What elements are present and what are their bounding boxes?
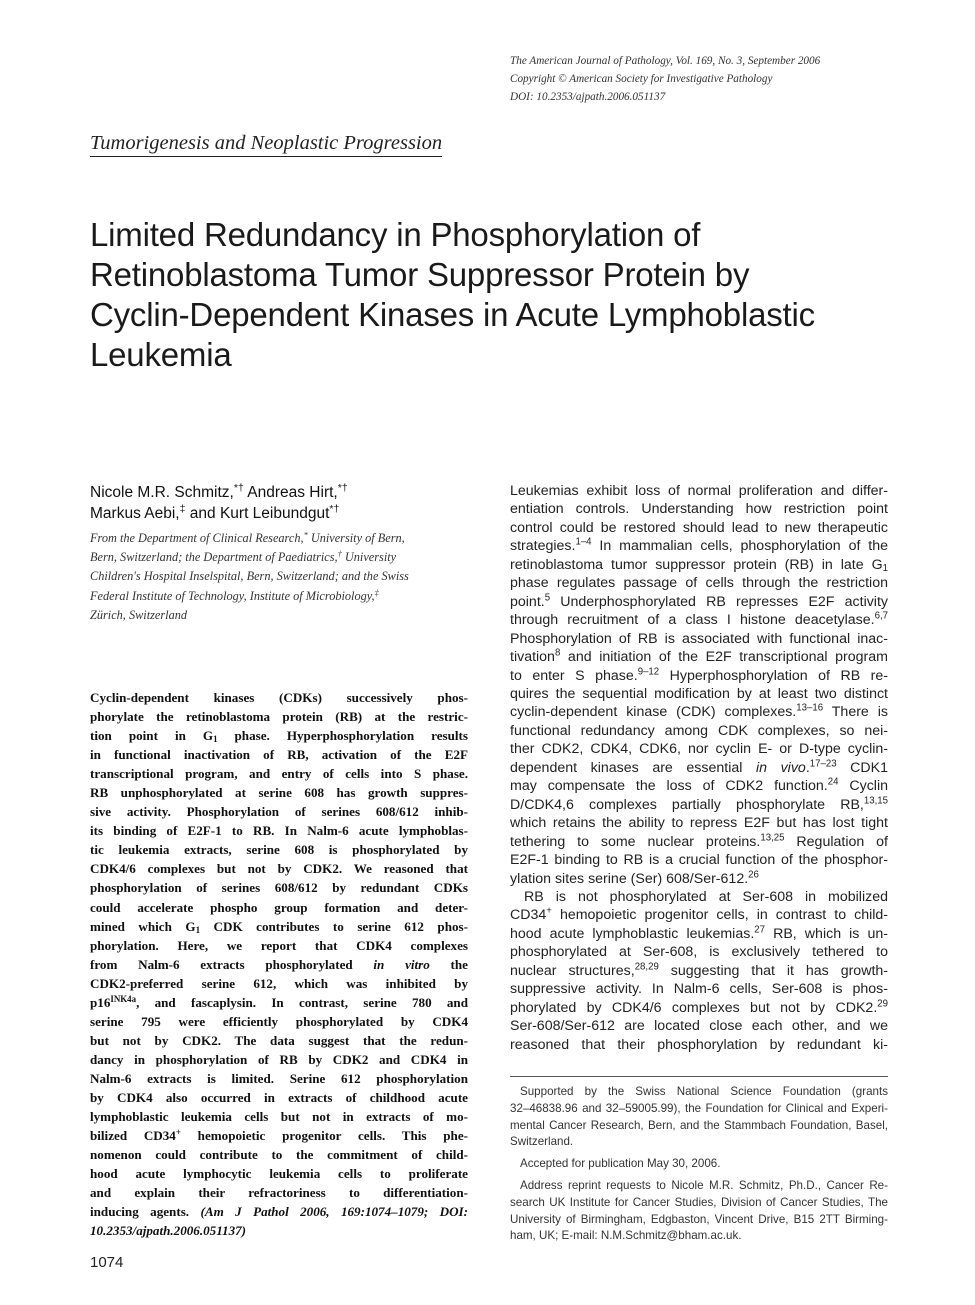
abstract-line: by CDK4 also occurred in extracts of childhood acute <box>90 1089 468 1105</box>
author-affiliation-marks: *† <box>233 482 244 495</box>
body-line: strategies.$^{1-4}$ In mammalian cells, phosphorylation of the <box>510 537 888 555</box>
body-line: reasoned that their phosphorylation by redundant ki- <box>510 1036 888 1053</box>
abstract-line: mined which $G_1$ CDK contributes to serine 612 phos- <box>90 918 469 935</box>
affiliation-line: Federal Institute of Technology, Institute of Microbiology,‡ <box>90 588 379 603</box>
author-list <box>90 482 490 524</box>
body-line: Phosphorylation of RB is associated with functional inac- <box>510 630 888 647</box>
doi-line: DOI: 10.2353/ajpath.2006.051137 <box>510 91 666 103</box>
author-name: Andreas Hirt, <box>247 484 338 501</box>
body-line: cyclin-dependent kinase (CDK) complexes.$^{13-16}$ There is <box>510 703 889 721</box>
abstract-line: its binding of E2F-1 to RB. In Nalm-6 acute lymphoblas- <box>90 823 468 839</box>
author-line <box>90 482 490 503</box>
accepted-date-footnote: Accepted for publication May 30, 2006. <box>520 1157 721 1171</box>
body-line: ther CDK2, CDK4, CDK6, nor cyclin E- or D-type cyclin- <box>510 741 888 758</box>
abstract-line: but not by CDK2. The data suggest that the redun- <box>90 1032 468 1048</box>
abstract-line: phorylation. Here, we report that CDK4 complexes <box>90 937 468 953</box>
body-line: RB is not phosphorylated at Ser-608 in mobilized <box>524 888 888 905</box>
body-line: functional redundancy among CDK complexes, so nei- <box>510 722 888 739</box>
abstract-line: from Nalm-6 extracts phosphorylated in vitro the <box>90 956 468 972</box>
affiliation-line: From the Department of Clinical Research,* University of Bern, <box>90 530 405 545</box>
title-line: Cyclin-Dependent Kinases in Acute Lymphoblastic <box>90 296 815 333</box>
abstract-line: Cyclin-dependent kinases (CDKs) successively phos- <box>90 690 468 705</box>
author-affiliation-marks: *† <box>337 482 348 495</box>
abstract-line: bilized CD34+ hemopoietic progenitor cells. This phe- <box>90 1127 468 1144</box>
author-affiliation-marks: *† <box>329 503 340 516</box>
abstract-line: inducing agents. (Am J Pathol 2006, 169:1074–1079; DOI: <box>90 1204 468 1220</box>
abstract-line: hood acute lymphocytic leukemia cells to proliferate <box>90 1166 468 1182</box>
body-line: through recruitment of a class I histone deacetylase.$^{6,7}$ <box>510 610 888 629</box>
title-line: Leukemia <box>90 336 232 373</box>
abstract-line: transcriptional program, and entry of cells into S phase. <box>90 766 468 782</box>
author-name: and Kurt Leibundgut <box>189 505 330 522</box>
journal-citation-header <box>510 52 910 106</box>
reprint-footnote-line: ham, UK; E-mail: N.M.Schmitz@bham.ac.uk. <box>510 1229 742 1243</box>
body-line: Leukemias exhibit loss of normal proliferation and differ- <box>510 483 888 499</box>
funding-footnote-line: mental Cancer Research, Bern, and the Stammbach Foundation, Basel, <box>510 1118 888 1132</box>
body-line: nuclear structures,$^{28,29}$ suggesting that it has growth- <box>510 961 888 979</box>
reprint-footnote-line: University of Birmingham, Edgbaston, Vincent Drive, B15 2TT Birming- <box>510 1212 888 1226</box>
abstract-line: tion point in $G_1$ phase. Hyperphosphorylation results <box>90 728 468 744</box>
funding-footnote-line: Supported by the Swiss National Science Foundation (grants <box>520 1085 888 1098</box>
body-line: dependent kinases are essential in vivo.$^{17-23}$ CDK1 <box>510 758 889 776</box>
abstract-line: CDK4/6 complexes but not by CDK2. We reasoned that <box>90 861 468 877</box>
body-line: Ser-608/Ser-612 are located close each other, and we <box>510 1018 888 1035</box>
body-line: quires the sequential modification by at least two distinct <box>510 685 888 702</box>
abstract-line: CDK2-preferred serine 612, which was inhibited by <box>90 975 468 991</box>
abstract-line: nomenon could contribute to the commitment of child- <box>90 1147 468 1163</box>
journal-name-line: The American Journal of Pathology, Vol. 169, No. 3, September 2006 <box>510 55 821 67</box>
abstract-line: could accelerate phospho group formation and deter- <box>90 899 468 915</box>
abstract-line: $p16^{INK4a}$, and fascaplysin. In contrast, serine 780 and <box>90 993 468 1010</box>
abstract-line: dancy in phosphorylation of RB by CDK2 and CDK4 in <box>90 1051 468 1067</box>
body-line: may compensate the loss of CDK2 function.$^{24}$ Cyclin <box>510 776 888 795</box>
affiliation-line: Bern, Switzerland; the Department of Paediatrics,† University <box>90 549 397 565</box>
reprint-footnote-line: Address reprint requests to Nicole M.R. Schmitz, Ph.D., Cancer Re- <box>520 1178 888 1192</box>
affiliation-line: Zürich, Switzerland <box>90 607 188 622</box>
body-line: phorylated by CDK4/6 complexes but not by CDK2.29 <box>510 998 888 1016</box>
funding-footnote-line: 32–46838.96 and 32–59005.99), the Foundation for Clinical and Experi- <box>510 1101 888 1115</box>
abstract-line: serine 795 were efficiently phosphorylated by CDK4 <box>90 1013 468 1029</box>
funding-footnote-line: Switzerland. <box>510 1135 574 1149</box>
body-line: D/CDK4,6 complexes partially phosphorylate RB,$^{13,15}$ <box>510 795 888 813</box>
body-line: ylation sites serine (Ser) 608/Ser-612.26 <box>510 869 759 887</box>
abstract <box>90 688 468 1240</box>
body-line: CD34+ hemopoietic progenitor cells, in contrast to child- <box>510 906 888 924</box>
introduction-body <box>510 482 888 1054</box>
article-title <box>90 215 910 375</box>
body-line: retinoblastoma tumor suppressor protein (RB) in late $G_1$ <box>510 556 888 574</box>
body-line: hood acute lymphoblastic leukemias.$^{27}$ RB, which is un- <box>510 924 888 942</box>
abstract-line: phorylate the retinoblastoma protein (RB) at the restric- <box>90 709 468 725</box>
abstract-line: in functional inactivation of RB, activation of the E2F <box>90 747 468 763</box>
body-line: phosphorylated at Ser-608, is exclusively tethered to <box>510 944 888 961</box>
abstract-line: sive activity. Phosphorylation of serines 608/612 inhib- <box>90 804 468 820</box>
abstract-line: and explain their refractoriness to differentiation- <box>90 1185 468 1201</box>
section-heading: Tumorigenesis and Neoplastic Progression <box>90 132 442 157</box>
abstract-line: tic leukemia extracts, serine 608 is phosphorylated by <box>90 842 468 858</box>
body-line: phase regulates passage of cells through the restriction <box>510 575 888 592</box>
author-line <box>90 503 490 524</box>
title-line: Retinoblastoma Tumor Suppressor Protein by <box>90 256 750 293</box>
body-line: which retains the ability to repress E2F but has lost tight <box>510 815 888 832</box>
footnote-divider <box>510 1076 888 1077</box>
footnotes <box>510 1084 888 1245</box>
body-line: E2F-1 binding to RB is a crucial function of the phosphor- <box>510 852 888 869</box>
title-line: Limited Redundancy in Phosphorylation of <box>90 216 701 253</box>
affiliation-line: Children's Hospital Inselspital, Bern, Switzerland; and the Swiss <box>90 569 409 584</box>
body-line: to enter S phase.$^{9-12}$ Hyperphosphorylation of RB re- <box>510 666 888 684</box>
author-affiliation-marks: ‡ <box>179 503 186 516</box>
affiliations <box>90 529 490 625</box>
abstract-line: lymphoblastic leukemia cells but not in extracts of mo- <box>90 1109 468 1125</box>
abstract-line: Nalm-6 extracts is limited. Serine 612 phosphorylation <box>90 1070 468 1086</box>
author-name: Nicole M.R. Schmitz, <box>90 484 234 501</box>
body-line: tethering to some nuclear proteins.$^{13,25}$ Regulation of <box>510 832 888 850</box>
body-line: tivation$^8$ and initiation of the E2F transcriptional program <box>510 647 888 666</box>
abstract-line: 10.2353/ajpath.2006.051137) <box>90 1223 247 1239</box>
reprint-footnote-line: search UK Institute for Cancer Studies, Division of Cancer Studies, The <box>510 1195 888 1209</box>
abstract-line: RB unphosphorylated at serine 608 has growth suppres- <box>90 785 468 801</box>
copyright-line: Copyright © American Society for Investigative Pathology <box>510 73 773 85</box>
body-line: entiation controls. Understanding how restriction point <box>510 501 888 518</box>
body-line: control could be restored should lead to new therapeutic <box>510 519 888 536</box>
body-line: suppressive activity. In Nalm-6 cells, Ser-608 is phos- <box>510 981 888 998</box>
page-number: 1074 <box>90 1254 124 1271</box>
author-name: Markus Aebi, <box>90 505 180 522</box>
abstract-line: phosphorylation of serines 608/612 by redundant CDKs <box>90 880 468 896</box>
body-line: point.$^5$ Underphosphorylated RB represses E2F activity <box>510 592 888 610</box>
